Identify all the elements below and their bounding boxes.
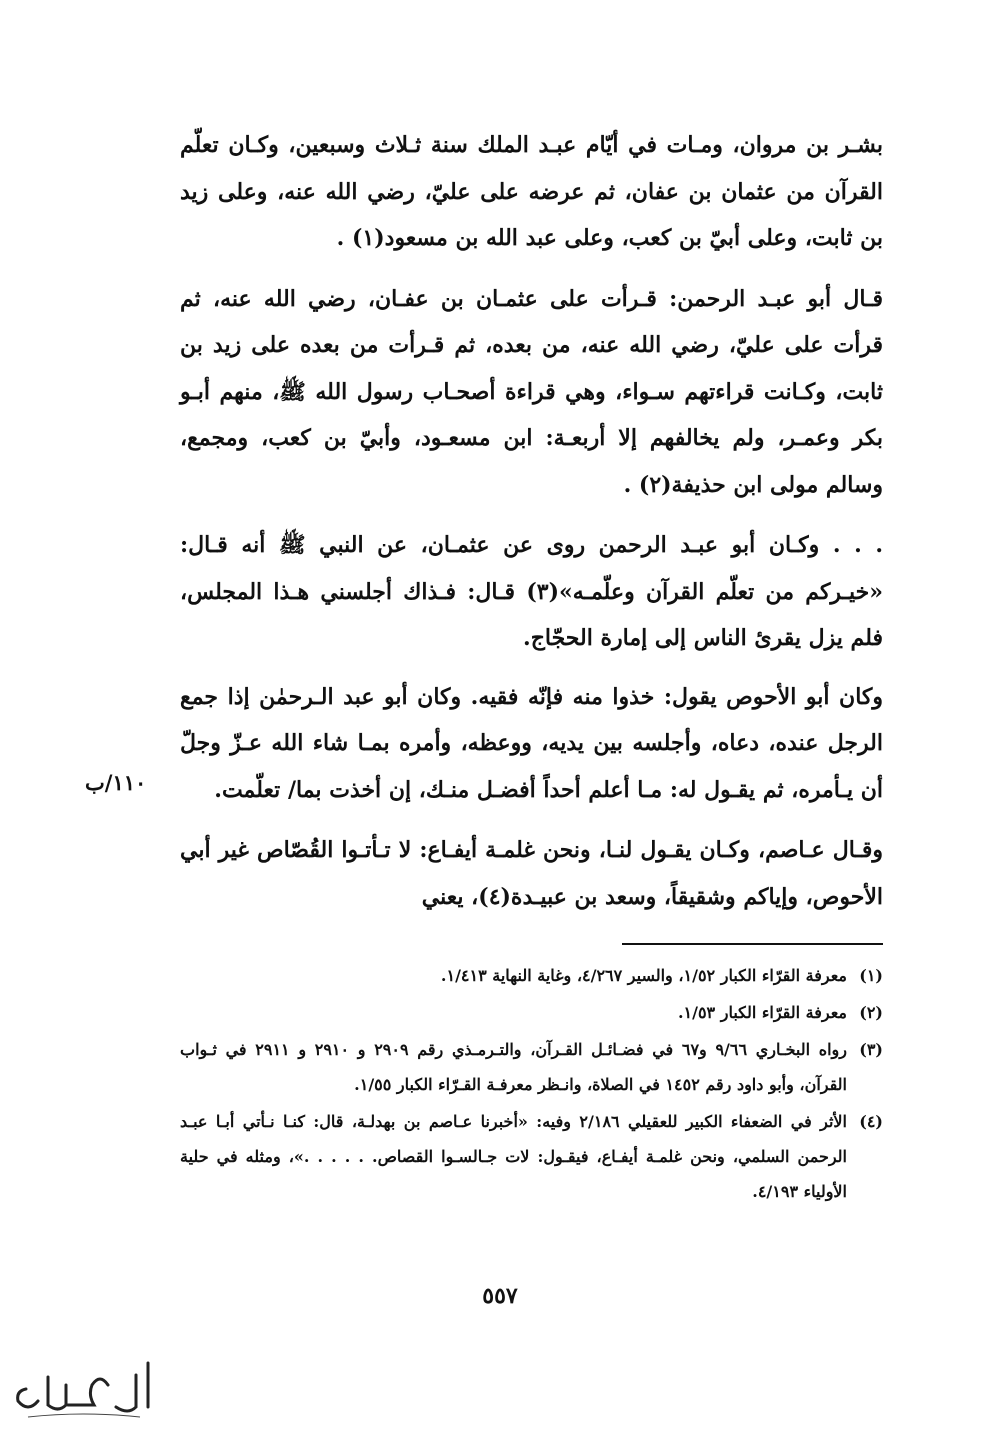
folio-margin-note: ١١٠/ب [85,770,147,795]
footnote [180,958,883,993]
paragraph-2: قـال أبو عبـد الرحمن: قـرأت على عثمـان بن عفـان، رضي الله عنه، ثم قرأت على عليّ، رضي الله عنه، من بعده، ثم قـرأت من بعده على زيد بن ثابت، وكـانت قراءتهم سـواء، وهي قراءة أصحـاب رسول الله ﷺ، منهم أبـو بكر وعمـر، ولم يخالفهم إلا أربعـة: ابن مسعـود، وأبيّ بن كعب، ومجمع، وسالم مولى ابن حذيفة(٢) . [180,285,883,498]
page-number: ٥٥٧ [482,1283,518,1309]
paragraph-4: وكان أبو الأحوص يقول: خذوا منه فإنّه فقيه. وكان أبو عبد الـرحمٰن إذا جمع الرجل عنده، دعاه، وأجلسه بين يديه، ووعظه، وأمره بمـا شاء الله عـزّ وجلّ أن يـأمره، ثم يقـول له: مـا أعلم أحداً أفضـل منـك، إن أخذت بما/ تعلّمت. [180,683,883,803]
main-text [180,122,883,934]
paragraph-5: وقـال عـاصم، وكـان يقـول لنـا، ونحن غلمـة أيفـاع: لا تـأتـوا القُصّاص غير أبي الأحوص، وإياكم وشقيقاً، وسعد بن عبيـدة(٤)، يعني [180,837,883,910]
footnote-text: معرفة القرّاء الكبار ١/٥٢، والسير ٤/٢٦٧، وغاية النهاية ١/٤١٣. [440,966,847,985]
footnote [180,1104,883,1209]
footnote-number: (٣) [859,1040,883,1059]
footnote-text: رواه البخـاري ٩/٦٦ و٦٧ في فضـائـل القـرآن، والتـرمـذي رقم ٢٩٠٩ و ٢٩١٠ و ٢٩١١ في ثـواب القرآن، وأبو داود رقم ١٤٥٢ في الصلاة، وانـظر معرفـة القـرّاء الكبار ١/٥٥. [180,1040,848,1094]
paragraph-3: . . . وكـان أبو عبـد الرحمن روى عن عثمـان، عن النبي ﷺ أنه قـال: «خيـركم من تعلّم القرآن وعلّمـه»(٣) قـال: فـذاك أجلسني هـذا المجلس، فلم يزل يقرئ الناس إلى إمارة الحجّاج. [180,532,883,651]
calligraphy-logo [8,1355,158,1425]
footnote-number: (١) [859,966,883,985]
footnote-text: الأثر في الضعفاء الكبير للعقيلي ٢/١٨٦ وفيه: «أخبرنا عـاصم بن بهدلـة، قال: كنـا نـأتي أبـا عبـد الرحمن السلمي، ونحن غلمـة أيفـاع، فيقـول: لات جـالسـوا القصاص. . . . . .»، ومثله في حلية الأولياء ٤/١٩٣. [180,1112,847,1201]
footnote-number: (٢) [859,1003,883,1022]
footnote [180,995,883,1030]
paragraph-1: بشـر بن مروان، ومـات في أيّام عبـد الملك سنة ثـلاث وسبعين، وكـان تعلّم القرآن من عثمان بن عفان، ثم عرضه على عليّ، رضي الله عنه، وعلى زيد بن ثابت، وعلى أبيّ بن كعب، وعلى عبد الله بن مسعود(١) . [180,132,883,251]
footnote-separator [622,943,883,945]
footnotes [180,958,883,1211]
footnote-number: (٤) [859,1112,883,1131]
footnote-text: معرفة القرّاء الكبار ١/٥٣. [677,1003,847,1022]
footnote [180,1032,883,1102]
